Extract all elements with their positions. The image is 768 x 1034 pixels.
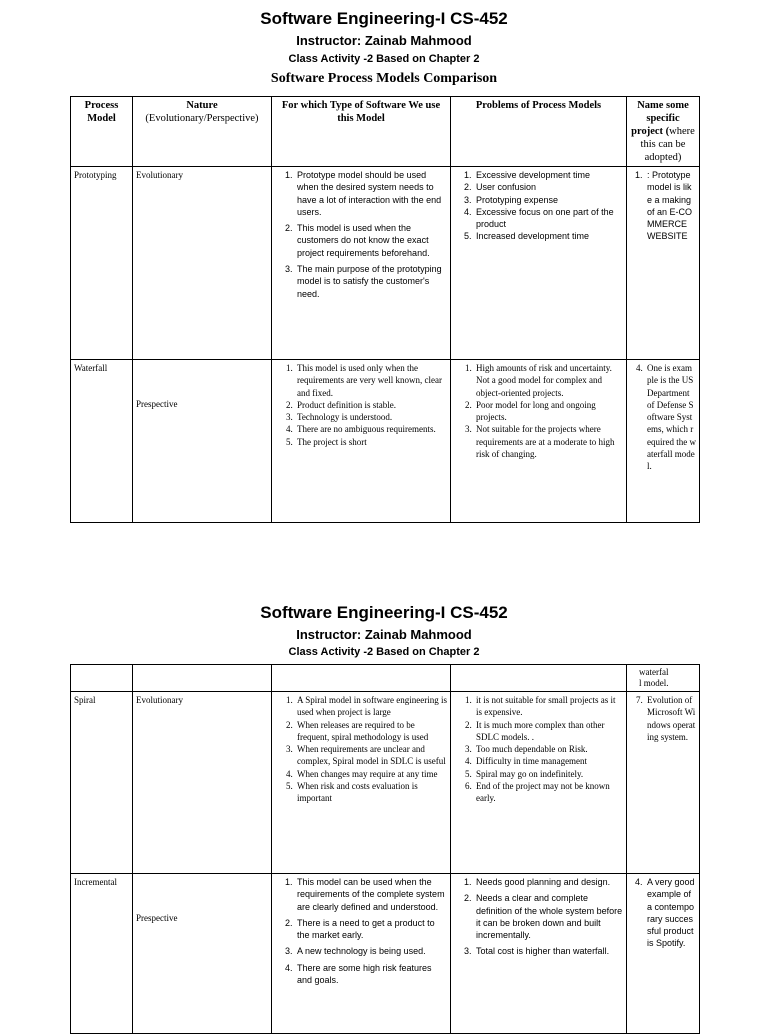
row-model-spiral: Spiral — [71, 692, 133, 874]
row-project-prototyping — [627, 167, 700, 360]
list-item: 2. This model is used when the customers do not know the exact project requirements beforehand. — [295, 222, 447, 259]
list-item: 4. Excessive focus on one part of the product — [474, 206, 623, 231]
header-project-bold: Name some specific project ( — [631, 100, 689, 137]
list-item: 3. Technology is understood. — [295, 411, 447, 423]
header-project-rest: where this can be adopted) — [640, 126, 695, 163]
table-row — [71, 360, 700, 523]
list-item: 7. Evolution of Microsoft Windows operating system. — [645, 694, 696, 743]
list-item: 5. The project is short — [295, 436, 447, 448]
row-problems-incremental — [451, 874, 627, 1034]
nature-text: Prespective — [136, 399, 178, 409]
list-item: 3. A new technology is being used. — [295, 945, 447, 957]
row-nature-incremental — [133, 874, 272, 1034]
list-item: 2. When releases are required to be frequent, spiral methodology is used — [295, 719, 447, 744]
list-item: 1. Prototype model should be used when the desired system needs to have a lot of interaction with the end users. — [295, 169, 447, 218]
table-header-row — [71, 97, 700, 167]
list-item: 4. A very good example of a contemporary successful product is Spotify. — [645, 876, 696, 950]
list-item: 3. When requirements are unclear and complex, Spiral model in SDLC is useful — [295, 743, 447, 768]
row-problems-waterfall — [451, 360, 627, 523]
activity-line: Class Activity -2 Based on Chapter 2 — [288, 646, 480, 658]
instructor-line: Instructor: Zainab Mahmood — [296, 627, 472, 642]
list-item: 2. Needs a clear and complete definition of the whole system before it can be broken down and built incrementally. — [474, 892, 623, 941]
comparison-table-continued — [70, 664, 700, 1034]
header-nature-title: Nature — [186, 100, 218, 111]
list-item: 3. Too much dependable on Risk. — [474, 743, 623, 755]
row-type-waterfall — [272, 360, 451, 523]
list-item: 1. This model is used only when the requirements are very well known, clear and fixed. — [295, 362, 447, 399]
list-item: 2. Product definition is stable. — [295, 399, 447, 411]
header-nature — [133, 97, 272, 167]
empty-cell — [71, 665, 133, 692]
list-item: 1. Needs good planning and design. — [474, 876, 623, 888]
list-item: 6. End of the project may not be known early. — [474, 780, 623, 805]
empty-cell — [451, 665, 627, 692]
list-item: 1. This model can be used when the requirements of the complete system are clearly defined and understood. — [295, 876, 447, 913]
row-type-incremental — [272, 874, 451, 1034]
list-item: 5. Increased development time — [474, 230, 623, 242]
list-item: 1. High amounts of risk and uncertainty. Not a good model for complex and object-oriented projects. — [474, 362, 623, 399]
list-item: 3. Prototyping expense — [474, 194, 623, 206]
list-item: 1. A Spiral model in software engineering is used when project is large — [295, 694, 447, 719]
row-nature-spiral: Evolutionary — [133, 692, 272, 874]
row-project-waterfall — [627, 360, 700, 523]
row-project-incremental — [627, 874, 700, 1034]
row-nature-waterfall — [133, 360, 272, 523]
table-row — [71, 167, 700, 360]
list-item: 5. When risk and costs evaluation is important — [295, 780, 447, 805]
doc-subtitle: Software Process Models Comparison — [270, 71, 498, 86]
activity-line: Class Activity -2 Based on Chapter 2 — [288, 53, 480, 65]
row-project-spiral — [627, 692, 700, 874]
list-item: 3. Total cost is higher than waterfall. — [474, 945, 623, 957]
header-software-type: For which Type of Software We use this Model — [272, 97, 451, 167]
row-model-incremental: Incremental — [71, 874, 133, 1034]
header-project — [627, 97, 700, 167]
list-item: 2. User confusion — [474, 181, 623, 193]
empty-cell — [272, 665, 451, 692]
list-item: 3. The main purpose of the prototyping model is to satisfy the customer's need. — [295, 263, 447, 300]
list-item: 1. Excessive development time — [474, 169, 623, 181]
list-item: 2. Poor model for long and ongoing projects. — [474, 399, 623, 424]
row-type-prototyping — [272, 167, 451, 360]
list-item: 4. There are some high risk features and goals. — [295, 962, 447, 987]
list-item: 2. There is a need to get a product to the market early. — [295, 917, 447, 942]
table-row — [71, 665, 700, 692]
continued-project-cell: waterfal l model. — [627, 665, 700, 692]
list-item: 2. It is much more complex than other SDLC models. . — [474, 719, 623, 744]
row-type-spiral — [272, 692, 451, 874]
list-item: 4. Difficulty in time management — [474, 755, 623, 767]
empty-cell — [133, 665, 272, 692]
list-item: 4. One is example is the US Department of Defense Software Systems, which required the waterfall model. — [645, 362, 696, 473]
row-model-waterfall: Waterfall — [71, 360, 133, 523]
nature-text: Prespective — [136, 913, 178, 923]
list-item: 1. : Prototype model is like a making of an E-COMMERCE WEBSITE — [645, 169, 696, 243]
row-problems-prototyping — [451, 167, 627, 360]
list-item: 4. When changes may require at any time — [295, 768, 447, 780]
instructor-line: Instructor: Zainab Mahmood — [296, 33, 472, 48]
table-row — [71, 874, 700, 1034]
list-item: 3. Not suitable for the projects where requirements are at a moderate to high risk of changing. — [474, 423, 623, 460]
comparison-table — [70, 96, 700, 523]
header-process-model: Process Model — [71, 97, 133, 167]
header-problems: Problems of Process Models — [451, 97, 627, 167]
header-nature-sub: (Evolutionary/Perspective) — [145, 113, 259, 124]
list-item: 1. it is not suitable for small projects as it is expensive. — [474, 694, 623, 719]
list-item: 4. There are no ambiguous requirements. — [295, 423, 447, 435]
row-nature-prototyping: Evolutionary — [133, 167, 272, 360]
row-model-prototyping: Prototyping — [71, 167, 133, 360]
list-item: 5. Spiral may go on indefinitely. — [474, 768, 623, 780]
doc-title: Software Engineering-I CS-452 — [260, 603, 508, 622]
table-row — [71, 692, 700, 874]
row-problems-spiral — [451, 692, 627, 874]
doc-title: Software Engineering-I CS-452 — [260, 9, 508, 28]
